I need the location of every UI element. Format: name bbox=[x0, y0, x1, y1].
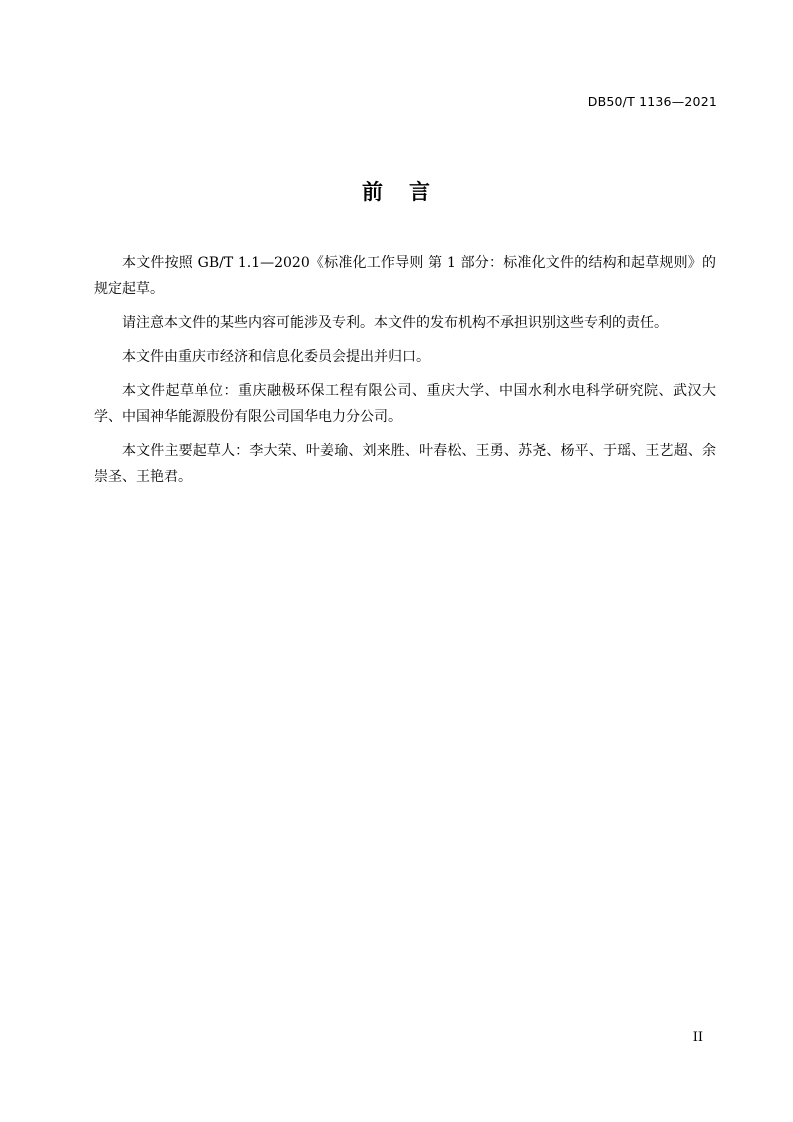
paragraph-patent-notice: 请注意本文件的某些内容可能涉及专利。本文件的发布机构不承担识别这些专利的责任。 bbox=[122, 315, 668, 331]
paragraph-proposer: 本文件由重庆市经济和信息化委员会提出并归口。 bbox=[122, 349, 430, 365]
paragraph-drafting-rules: 本文件按照 GB/T 1.1—2020《标准化工作导则 第 1 部分：标准化文件的结构和起草规则》的规定起草。 bbox=[94, 255, 716, 297]
document-code: DB50/T 1136—2021 bbox=[587, 94, 717, 109]
page-title: 前 言 bbox=[362, 180, 431, 204]
page-number: II bbox=[692, 1030, 703, 1045]
paragraph-drafters: 本文件主要起草人：李大荣、叶姜瑜、刘来胜、叶春松、王勇、苏尧、杨平、于瑶、王艺超、余崇圣、王艳君。 bbox=[94, 443, 716, 485]
paragraph-drafting-units: 本文件起草单位：重庆融极环保工程有限公司、重庆大学、中国水利水电科学研究院、武汉大学、中国神华能源股份有限公司国华电力分公司。 bbox=[94, 383, 716, 425]
foreword-body bbox=[94, 250, 716, 498]
